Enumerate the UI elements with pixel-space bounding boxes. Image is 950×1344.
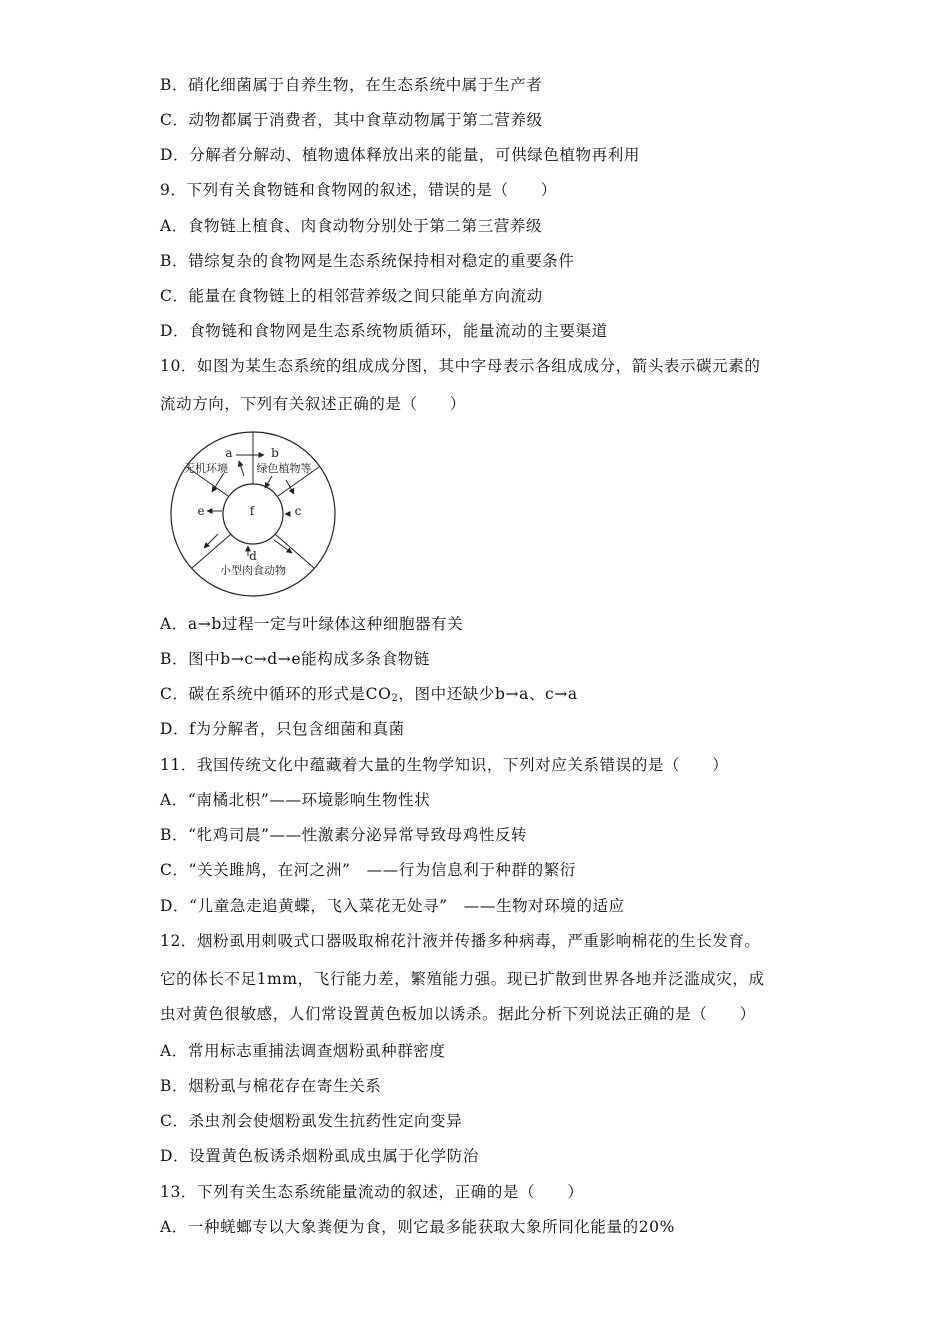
option-11a: A．“南橘北枳”——环境影响生物性状 [160,791,431,809]
co2-subscript: 2 [391,693,399,704]
question-12-cont1: 它的体长不足1mm，飞行能力差，繁殖能力强。现已扩散到世界各地并泛滥成灾，成 [160,970,765,988]
option-10c-part1: C．碳在系统中循环的形式是CO [160,685,392,703]
label-plants: 绿色植物等 [256,462,312,475]
option-10b: B．图中b→c→d→e能构成多条食物链 [160,650,430,668]
label-d: d [249,549,257,563]
question-10-cont: 流动方向，下列有关叙述正确的是（ ） [160,395,466,413]
option-9d: D．食物链和食物网是生态系统物质循环，能量流动的主要渠道 [160,322,608,340]
label-e: e [197,504,205,518]
option-8b: B．硝化细菌属于自养生物，在生态系统中属于生产者 [160,76,543,94]
option-12c: C．杀虫剂会使烟粉虱发生抗药性定向变异 [160,1112,463,1130]
label-a: a [225,446,233,460]
option-12a: A．常用标志重捕法调查烟粉虱种群密度 [160,1042,446,1060]
option-8d: D．分解者分解动、植物遗体释放出来的能量，可供绿色植物再利用 [160,146,640,164]
option-13a: A．一种蜣螂专以大象粪便为食，则它最多能获取大象所同化能量的20% [160,1218,675,1236]
option-11b: B．“牝鸡司晨”——性激素分泌异常导致母鸡性反转 [160,826,528,844]
divider-lower-right [275,534,314,568]
option-12b: B．烟粉虱与棉花存在寄生关系 [160,1077,382,1095]
option-11d: D．“儿童急走追黄蝶，飞入菜花无处寻” ——生物对环境的适应 [160,897,625,915]
label-abiotic: 无机环境 [184,462,228,475]
divider-lower-left [192,534,231,568]
option-9a: A．食物链上植食、肉食动物分别处于第二第三营养级 [160,217,543,235]
option-10a: A．a→b过程一定与叶绿体这种细胞器有关 [160,615,464,633]
option-9c: C．能量在食物链上的相邻营养级之间只能单方向流动 [160,287,543,305]
ecosystem-diagram [168,428,340,600]
label-f: f [249,504,255,518]
option-9b: B．错综复杂的食物网是生态系统保持相对稳定的重要条件 [160,252,575,270]
arrow-b-to-f [265,476,272,488]
question-12-cont2: 虫对黄色很敏感，人们常设置黄色板加以诱杀。据此分析下列说法正确的是（ ） [160,1005,756,1023]
option-12d: D．设置黄色板诱杀烟粉虱成虫属于化学防治 [160,1147,479,1165]
option-11c: C．“关关雎鸠，在河之洲” ——行为信息利于种群的繁衍 [160,861,576,879]
question-11: 11．我国传统文化中蕴藏着大量的生物学知识，下列对应关系错误的是（ ） [160,756,729,774]
label-b: b [271,446,279,460]
arrow-to-abiotic-2 [239,461,244,476]
arrow-to-e-lower [204,534,218,548]
label-carnivores: 小型肉食动物 [220,564,286,577]
option-10c [160,684,578,709]
arrow-b-to-c [286,480,294,494]
option-10d: D．f为分解者，只包含细菌和真菌 [160,720,405,738]
question-9: 9．下列有关食物链和食物网的叙述，错误的是（ ） [160,181,557,199]
question-12: 12．烟粉虱用刺吸式口器吸取棉花汁液并传播多种病毒，严重影响棉花的生长发育。 [160,932,761,950]
option-10c-part2: ，图中还缺少b→a、c→a [398,685,578,703]
question-10: 10．如图为某生态系统的组成成分图，其中字母表示各组成成分，箭头表示碳元素的 [160,357,761,375]
question-13: 13．下列有关生态系统能量流动的叙述，正确的是（ ） [160,1183,584,1201]
option-8c: C．动物都属于消费者，其中食草动物属于第二营养级 [160,111,543,129]
label-c: c [294,504,302,518]
